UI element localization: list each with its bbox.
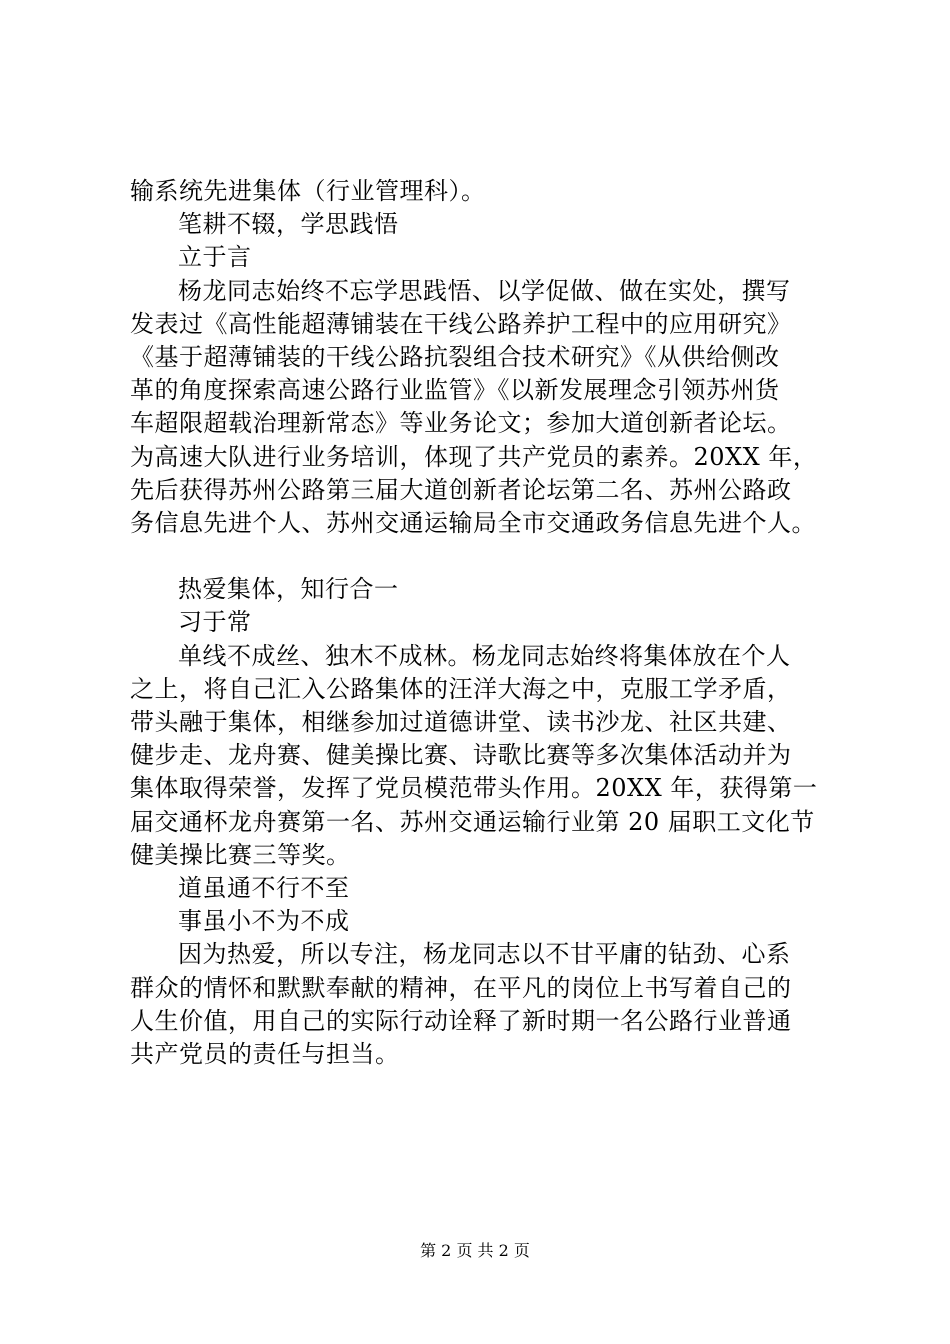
text-line: 人生价值，用自己的实际行动诠释了新时期一名公路行业普通: [130, 1006, 792, 1035]
text-line: 因为热爱，所以专注，杨龙同志以不甘平庸的钻劲、心系: [178, 940, 791, 969]
section-subheading: 事虽小不为不成: [178, 907, 350, 936]
text-line: 车超限超载治理新常态》等业务论文；参加大道创新者论坛。: [130, 409, 792, 438]
text-line: 之上，将自己汇入公路集体的汪洋大海之中，克服工学矛盾，: [130, 674, 792, 703]
text-line: 共产党员的责任与担当。: [130, 1039, 400, 1068]
paragraph-gap: [130, 540, 830, 573]
text-line: 为高速大队进行业务培训，体现了共产党员的素养。20XX 年，: [130, 442, 818, 471]
text-line: 输系统先进集体（行业管理科）。: [130, 177, 486, 205]
page-footer: [0, 1240, 950, 1262]
text-line: 务信息先进个人、苏州交通运输局全市交通政务信息先进个人。: [130, 508, 816, 537]
text-line: 发表过《高性能超薄铺装在干线公路养护工程中的应用研究》: [130, 309, 792, 338]
page-number-label: 第 2 页 共 2 页: [420, 1241, 530, 1260]
text-line: 健美操比赛三等奖。: [130, 840, 351, 869]
text-line: 先后获得苏州公路第三届大道创新者论坛第二名、苏州公路政: [130, 475, 792, 504]
text-line: 群众的情怀和默默奉献的精神，在平凡的岗位上书写着自己的: [130, 973, 792, 1002]
section-heading: 道虽通不行不至: [178, 873, 350, 902]
section-heading: 笔耕不辍，学思践悟: [178, 210, 399, 239]
text-line: 带头融于集体，相继参加过道德讲堂、读书沙龙、社区共建、: [130, 708, 792, 736]
section-subheading: 立于言: [178, 243, 252, 272]
text-line: 健步走、龙舟赛、健美操比赛、诗歌比赛等多次集体活动并为: [130, 741, 792, 770]
text-line: 届交通杯龙舟赛第一名、苏州交通运输行业第 20 届职工文化节: [130, 807, 815, 836]
section-subheading: 习于常: [178, 608, 252, 637]
text-line: 革的角度探索高速公路行业监管》《以新发展理念引领苏州货: [130, 376, 780, 405]
section-heading: 热爱集体，知行合一: [178, 575, 399, 604]
text-line: 单线不成丝、独木不成林。杨龙同志始终将集体放在个人: [178, 641, 791, 670]
text-line: 集体取得荣誉，发挥了党员模范带头作用。20XX 年，获得第一: [130, 774, 818, 803]
document-body: [130, 175, 830, 1071]
text-line: 杨龙同志始终不忘学思践悟、以学促做、做在实处，撰写: [178, 276, 791, 305]
text-line: 《基于超薄铺装的干线公路抗裂组合技术研究》《从供给侧改: [130, 342, 780, 371]
